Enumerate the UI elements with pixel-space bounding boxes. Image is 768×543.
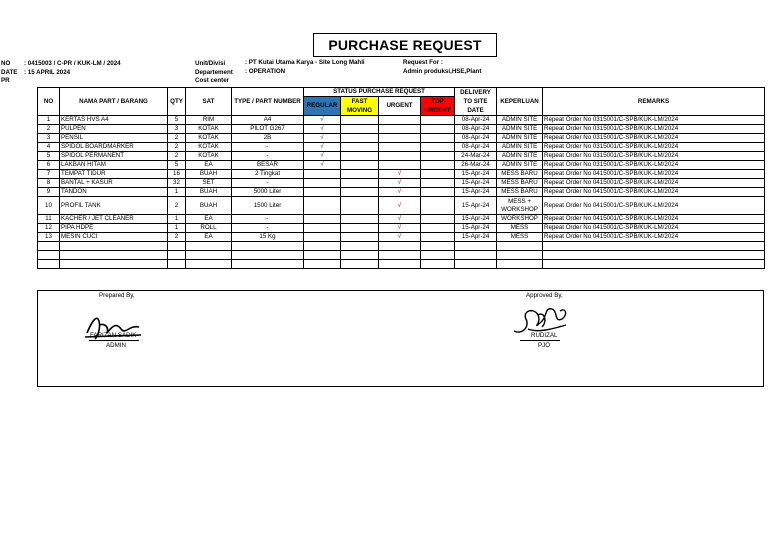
row-status-top_urgent <box>421 152 455 161</box>
table-row <box>38 152 765 161</box>
row-delivery-date: 08-Apr-24 <box>455 116 497 125</box>
row-remarks: Repeat Order No 0315001/C-SPB/KUK-LM/2024 <box>543 125 765 134</box>
row-status-top_urgent <box>421 116 455 125</box>
row-qty: 1 <box>168 188 186 197</box>
row-no: 1 <box>38 116 60 125</box>
row-nama: PIPA HDPE <box>60 224 168 233</box>
row-nama: MESIN CUCI <box>60 233 168 242</box>
row-no: 4 <box>38 143 60 152</box>
empty-cell <box>379 242 421 251</box>
empty-cell <box>168 260 186 269</box>
row-remarks: Repeat Order No 0415001/C-SPB/KUK-LM/2024 <box>543 233 765 242</box>
row-status-urgent: √ <box>379 215 421 224</box>
row-status-top_urgent <box>421 215 455 224</box>
row-delivery-date: 15-Apr-24 <box>455 179 497 188</box>
row-status-fast <box>341 170 379 179</box>
row-type: - <box>232 224 304 233</box>
row-sat: KOTAK <box>186 134 232 143</box>
row-status-regular: √ <box>304 134 341 143</box>
empty-cell <box>497 242 543 251</box>
header-sat: SAT <box>186 88 232 116</box>
row-sat: ROLL <box>186 224 232 233</box>
row-type: 1500 Liter <box>232 197 304 215</box>
row-remarks: Repeat Order No 0315001/C-SPB/KUK-LM/2024 <box>543 152 765 161</box>
row-status-fast <box>341 134 379 143</box>
row-no: 13 <box>38 233 60 242</box>
row-delivery-date: 24-Mar-24 <box>455 152 497 161</box>
row-remarks: Repeat Order No 0415001/C-SPB/KUK-LM/2024 <box>543 179 765 188</box>
row-status-fast <box>341 215 379 224</box>
row-status-urgent: √ <box>379 233 421 242</box>
row-status-fast <box>341 125 379 134</box>
empty-cell <box>38 260 60 269</box>
row-qty: 1 <box>168 224 186 233</box>
document-title: PURCHASE REQUEST <box>313 33 497 57</box>
row-no: 6 <box>38 161 60 170</box>
table-row <box>38 233 765 242</box>
row-sat: EA <box>186 233 232 242</box>
row-status-urgent: √ <box>379 224 421 233</box>
row-nama: BANTAL + KASUR <box>60 179 168 188</box>
empty-cell <box>304 260 341 269</box>
row-status-regular: √ <box>304 152 341 161</box>
row-no: 8 <box>38 179 60 188</box>
row-qty: 2 <box>168 197 186 215</box>
row-sat: KOTAK <box>186 152 232 161</box>
row-remarks: Repeat Order No 0415001/C-SPB/KUK-LM/2024 <box>543 224 765 233</box>
row-type: A4 <box>232 116 304 125</box>
empty-cell <box>60 242 168 251</box>
empty-cell <box>543 260 765 269</box>
header-status: STATUS PURCHASE REQUEST <box>304 88 455 97</box>
row-keperluan: MESS BARU <box>497 170 543 179</box>
empty-cell <box>455 260 497 269</box>
row-status-top_urgent <box>421 125 455 134</box>
row-status-top_urgent <box>421 224 455 233</box>
empty-row <box>38 251 765 260</box>
row-status-top_urgent <box>421 197 455 215</box>
row-status-regular: √ <box>304 161 341 170</box>
empty-cell <box>455 251 497 260</box>
meta-unit-label: Unit/Divisi <box>195 60 226 67</box>
row-delivery-date: 15-Apr-24 <box>455 233 497 242</box>
row-keperluan: ADMIN SITE <box>497 116 543 125</box>
table-row <box>38 143 765 152</box>
row-status-fast <box>341 152 379 161</box>
row-status-urgent: √ <box>379 179 421 188</box>
row-keperluan: MESS BARU <box>497 179 543 188</box>
empty-cell <box>232 251 304 260</box>
empty-cell <box>421 242 455 251</box>
row-type: 5000 Liter <box>232 188 304 197</box>
row-status-fast <box>341 188 379 197</box>
meta-no-label: NO <box>1 60 11 67</box>
table-row <box>38 161 765 170</box>
empty-cell <box>379 260 421 269</box>
table-row <box>38 179 765 188</box>
row-no: 2 <box>38 125 60 134</box>
row-status-fast <box>341 179 379 188</box>
approved-by-role: PJO <box>538 342 551 349</box>
row-status-fast <box>341 143 379 152</box>
row-delivery-date: 15-Apr-24 <box>455 224 497 233</box>
row-remarks: Repeat Order No 0315001/C-SPB/KUK-LM/2024 <box>543 134 765 143</box>
header-qty: QTY <box>168 88 186 116</box>
row-sat: BUAH <box>186 188 232 197</box>
empty-cell <box>543 251 765 260</box>
row-nama: SPIDOL BOARDMARKER <box>60 143 168 152</box>
approved-signature-line <box>520 340 560 341</box>
row-keperluan: MESS <box>497 233 543 242</box>
row-delivery-date: 15-Apr-24 <box>455 170 497 179</box>
empty-cell <box>60 260 168 269</box>
row-nama: PENSIL <box>60 134 168 143</box>
row-status-top_urgent <box>421 161 455 170</box>
row-status-urgent <box>379 161 421 170</box>
row-no: 3 <box>38 134 60 143</box>
row-type: - <box>232 152 304 161</box>
header-remarks: REMARKS <box>543 88 765 116</box>
empty-row <box>38 242 765 251</box>
table-row <box>38 134 765 143</box>
empty-cell <box>232 242 304 251</box>
row-status-top_urgent <box>421 233 455 242</box>
row-status-urgent: √ <box>379 170 421 179</box>
row-status-urgent <box>379 134 421 143</box>
empty-cell <box>341 242 379 251</box>
row-no: 11 <box>38 215 60 224</box>
table-row <box>38 125 765 134</box>
meta-cost-label: Cost center <box>195 77 230 84</box>
row-keperluan: ADMIN SITE <box>497 152 543 161</box>
empty-cell <box>497 251 543 260</box>
row-qty: 3 <box>168 125 186 134</box>
empty-cell <box>304 242 341 251</box>
prepared-signature-line <box>89 340 139 341</box>
row-remarks: Repeat Order No 0415001/C-SPB/KUK-LM/2024 <box>543 188 765 197</box>
table-row <box>38 188 765 197</box>
row-type: BESAR <box>232 161 304 170</box>
row-sat: SET <box>186 179 232 188</box>
items-table-body <box>38 116 765 269</box>
row-status-regular <box>304 233 341 242</box>
empty-cell <box>497 260 543 269</box>
row-status-urgent <box>379 116 421 125</box>
row-no: 12 <box>38 224 60 233</box>
row-nama: PROFIL TANK <box>60 197 168 215</box>
empty-cell <box>186 260 232 269</box>
row-status-regular <box>304 188 341 197</box>
row-status-fast <box>341 197 379 215</box>
table-row <box>38 170 765 179</box>
empty-cell <box>168 251 186 260</box>
row-sat: KOTAK <box>186 125 232 134</box>
row-type: 2 Tingkat <box>232 170 304 179</box>
empty-cell <box>38 251 60 260</box>
row-qty: 2 <box>168 143 186 152</box>
row-remarks: Repeat Order No 0415001/C-SPB/KUK-LM/2024 <box>543 197 765 215</box>
row-qty: 2 <box>168 233 186 242</box>
empty-cell <box>232 260 304 269</box>
row-type: 15 Kg <box>232 233 304 242</box>
row-status-fast <box>341 224 379 233</box>
row-status-regular: √ <box>304 143 341 152</box>
table-row <box>38 116 765 125</box>
meta-dept-value: : OPERATION <box>245 67 286 75</box>
empty-cell <box>421 251 455 260</box>
row-status-top_urgent <box>421 179 455 188</box>
row-keperluan: WORKSHOP <box>497 215 543 224</box>
row-no: 10 <box>38 197 60 215</box>
row-nama: SPIDOL PERMANENT <box>60 152 168 161</box>
row-qty: 2 <box>168 152 186 161</box>
row-qty: 16 <box>168 170 186 179</box>
meta-unit-value: : PT Kutai Utama Karya - Site Long Mahli <box>245 58 365 66</box>
row-status-regular: √ <box>304 125 341 134</box>
row-nama: KACHER / JET CLEANER <box>60 215 168 224</box>
approved-by-name: RUDIZAL <box>531 332 558 339</box>
row-delivery-date: 15-Apr-24 <box>455 197 497 215</box>
empty-cell <box>379 251 421 260</box>
row-remarks: Repeat Order No 0415001/C-SPB/KUK-LM/2024 <box>543 170 765 179</box>
empty-cell <box>421 260 455 269</box>
row-nama: PULPEN <box>60 125 168 134</box>
meta-pr-label: PR <box>1 77 10 84</box>
header-delivery: DELIVERY TO SITE DATE <box>455 88 497 116</box>
row-status-regular <box>304 215 341 224</box>
meta-date-label: DATE <box>1 68 18 76</box>
row-status-regular <box>304 197 341 215</box>
approved-by-label: Approved By, <box>526 292 563 299</box>
meta-date-value: : 15 APRIL 2024 <box>24 68 71 76</box>
empty-cell <box>341 251 379 260</box>
row-sat: BUAH <box>186 170 232 179</box>
meta-no-value: : 0415003 / C-PR / KUK-LM / 2024 <box>24 60 121 67</box>
empty-cell <box>455 242 497 251</box>
row-status-regular <box>304 179 341 188</box>
row-nama: LAKBAN HITAM <box>60 161 168 170</box>
header-fast-moving: FAST MOVING <box>341 97 379 116</box>
empty-row <box>38 260 765 269</box>
header-regular: REGULAR <box>304 97 341 116</box>
empty-cell <box>168 242 186 251</box>
row-nama: KERTAS HVS A4 <box>60 116 168 125</box>
header-urgent: URGENT <box>379 97 421 116</box>
row-delivery-date: 08-Apr-24 <box>455 143 497 152</box>
row-no: 5 <box>38 152 60 161</box>
row-keperluan: ADMIN SITE <box>497 134 543 143</box>
row-status-urgent <box>379 152 421 161</box>
row-status-regular: √ <box>304 116 341 125</box>
items-table <box>37 87 765 269</box>
row-status-top_urgent <box>421 188 455 197</box>
row-type: PILOT G267 <box>232 125 304 134</box>
empty-cell <box>38 242 60 251</box>
row-type: - <box>232 143 304 152</box>
header-no: NO <box>38 88 60 116</box>
header-type: TYPE / PART NUMBER <box>232 88 304 116</box>
row-status-top_urgent <box>421 134 455 143</box>
row-no: 9 <box>38 188 60 197</box>
row-status-urgent: √ <box>379 188 421 197</box>
row-type: - <box>232 179 304 188</box>
prepared-by-name: FARIZAN SADIK <box>90 332 137 339</box>
row-nama: TANDON <box>60 188 168 197</box>
row-status-top_urgent <box>421 143 455 152</box>
empty-cell <box>304 251 341 260</box>
row-keperluan: MESS <box>497 224 543 233</box>
row-qty: 1 <box>168 215 186 224</box>
table-row <box>38 197 765 215</box>
empty-cell <box>186 251 232 260</box>
row-status-fast <box>341 233 379 242</box>
empty-cell <box>60 251 168 260</box>
prepared-by-role: ADMIN <box>106 342 126 349</box>
table-row <box>38 224 765 233</box>
row-sat: KOTAK <box>186 143 232 152</box>
row-status-urgent: √ <box>379 197 421 215</box>
table-row <box>38 215 765 224</box>
row-type: - <box>232 215 304 224</box>
row-delivery-date: 08-Apr-24 <box>455 134 497 143</box>
row-status-urgent <box>379 125 421 134</box>
row-type: 2B <box>232 134 304 143</box>
empty-cell <box>186 242 232 251</box>
row-sat: EA <box>186 215 232 224</box>
row-keperluan: ADMIN SITE <box>497 125 543 134</box>
row-keperluan: MESS BARU <box>497 188 543 197</box>
header-nama: NAMA PART / BARANG <box>60 88 168 116</box>
row-delivery-date: 26-Mar-24 <box>455 161 497 170</box>
header-top-urgent: TOP URGENT <box>421 97 455 116</box>
meta-request-for-label: Request For : <box>403 58 443 66</box>
row-remarks: Repeat Order No 0315001/C-SPB/KUK-LM/2024 <box>543 143 765 152</box>
row-status-regular <box>304 224 341 233</box>
row-nama: TEMPAT TIDUR <box>60 170 168 179</box>
row-delivery-date: 15-Apr-24 <box>455 215 497 224</box>
row-qty: 5 <box>168 161 186 170</box>
row-keperluan: ADMIN SITE <box>497 143 543 152</box>
meta-request-for-value: Admin produksi,HSE,Plant <box>403 67 482 75</box>
row-status-regular <box>304 170 341 179</box>
row-sat: EA <box>186 161 232 170</box>
row-remarks: Repeat Order No 0415001/C-SPB/KUK-LM/2024 <box>543 215 765 224</box>
empty-cell <box>341 260 379 269</box>
row-sat: RIM <box>186 116 232 125</box>
row-delivery-date: 08-Apr-24 <box>455 125 497 134</box>
row-status-fast <box>341 116 379 125</box>
row-qty: 32 <box>168 179 186 188</box>
meta-dept-label: Departement <box>195 68 233 76</box>
row-no: 7 <box>38 170 60 179</box>
prepared-by-label: Prepared By, <box>99 292 135 299</box>
header-keperluan: KEPERLUAN <box>497 88 543 116</box>
row-remarks: Repeat Order No 0315001/C-SPB/KUK-LM/2024 <box>543 161 765 170</box>
row-qty: 2 <box>168 134 186 143</box>
row-delivery-date: 15-Apr-24 <box>455 188 497 197</box>
empty-cell <box>543 242 765 251</box>
row-remarks: Repeat Order No 0315001/C-SPB/KUK-LM/2024 <box>543 116 765 125</box>
row-keperluan: ADMIN SITE <box>497 161 543 170</box>
row-qty: 5 <box>168 116 186 125</box>
row-status-top_urgent <box>421 170 455 179</box>
signature-area <box>37 290 764 387</box>
row-status-fast <box>341 161 379 170</box>
row-sat: BUAH <box>186 197 232 215</box>
row-status-urgent <box>379 143 421 152</box>
row-keperluan: MESS + WORKSHOP <box>497 197 543 215</box>
